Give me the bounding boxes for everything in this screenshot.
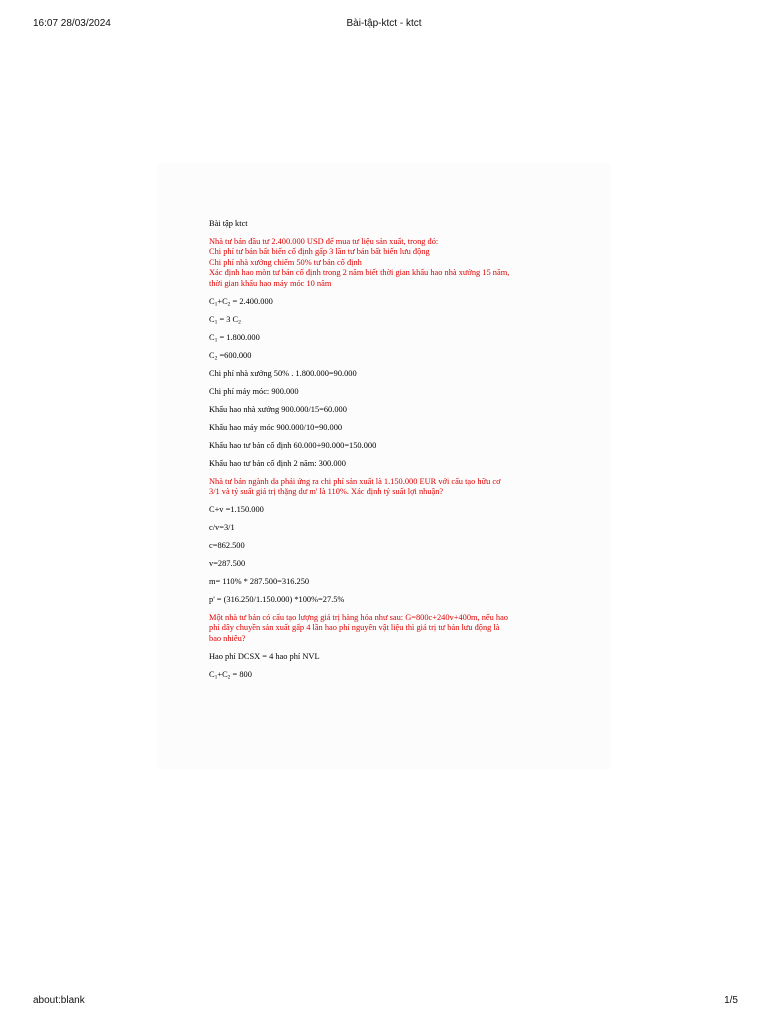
- print-url: about:blank: [33, 995, 85, 1006]
- answer-1-line: Khấu hao tư bản cố định 2 năm: 300.000: [209, 458, 346, 468]
- question-1-line: Chi phí nhà xưởng chiếm 50% tư bản cố định: [209, 257, 362, 267]
- answer-3-line: Hao phí DCSX = 4 hao phí NVL: [209, 651, 320, 661]
- answer-2-line: c=862.500: [209, 541, 245, 551]
- document-heading: Bài tập ktct: [209, 219, 248, 228]
- question-3-line: phí dây chuyền sản xuất gấp 4 lần hao phí nguyên vật liệu thì giá trị tư bản lưu động là: [209, 623, 500, 633]
- answer-1-line: Khấu hao nhà xưởng 900.000/15=60.000: [209, 404, 347, 414]
- question-1-line: thời gian khấu hao máy móc 10 năm: [209, 278, 332, 288]
- answer-1-line: Khấu hao máy móc 900.000/10=90.000: [209, 422, 343, 432]
- question-3: [209, 613, 569, 644]
- question-2: [209, 477, 569, 498]
- question-2-line: Nhà tư bản ngành da phải ứng ra chi phí sản xuất là 1.150.000 EUR với cấu tạo hữu cơ: [209, 476, 501, 486]
- question-3-line: bao nhiêu?: [209, 633, 246, 643]
- answer-2-line: m= 110% * 287.500=316.250: [209, 577, 310, 587]
- print-title: Bài-tập-ktct - ktct: [346, 18, 422, 29]
- question-1: [209, 237, 569, 289]
- answer-2-line: v=287.500: [209, 559, 246, 569]
- question-1-line: Xác định hao mòn tư bản cố định trong 2 năm biết thời gian khấu hao nhà xưởng 15 năm,: [209, 268, 510, 278]
- answer-2-line: c/v=3/1: [209, 523, 235, 533]
- document-content: [209, 219, 569, 688]
- answer-1-equation-3: $C_1 = 1.800.000$: [209, 332, 260, 344]
- question-1-line: Nhà tư bản đầu tư 2.400.000 USD để mua tư liệu sản xuất, trong đó:: [209, 237, 439, 246]
- answer-1-equation-4: $C_2 =600.000$: [209, 350, 252, 362]
- question-3-line: Một nhà tư bản có cấu tạo lượng giá trị hàng hóa như sau: G=800c+240v+400m, nếu hao: [209, 613, 508, 623]
- print-datetime: 16:07 28/03/2024: [33, 18, 111, 29]
- question-2-line: 3/1 và tỷ suất giá trị thặng dư m' là 110%. Xác định tỷ suất lợi nhuận?: [209, 487, 444, 497]
- page-number: 1/5: [724, 995, 738, 1006]
- answer-1-line: Chi phí nhà xưởng 50% . 1.800.000=90.000: [209, 368, 357, 378]
- answer-2-line: p' = (316.250/1.150.000) *100%=27.5%: [209, 595, 345, 605]
- question-1-line: Chi phí tư bản bất biến cố định gấp 3 lần tư bản bất biến lưu động: [209, 247, 430, 257]
- answer-1-line: Chi phí máy móc: 900.000: [209, 386, 299, 396]
- answer-3-equation: $C_1+C_2 = 800$: [209, 669, 252, 681]
- answer-2-line: C+v =1.150.000: [209, 505, 264, 515]
- answer-1-equation-1: $C_1+C_2 = 2.400.000$: [209, 296, 273, 308]
- answer-1-equation-2: $C_1 = 3$ $C_2$: [209, 314, 241, 326]
- answer-1-line: Khấu hao tư bản cố định 60.000+90.000=150.000: [209, 440, 377, 450]
